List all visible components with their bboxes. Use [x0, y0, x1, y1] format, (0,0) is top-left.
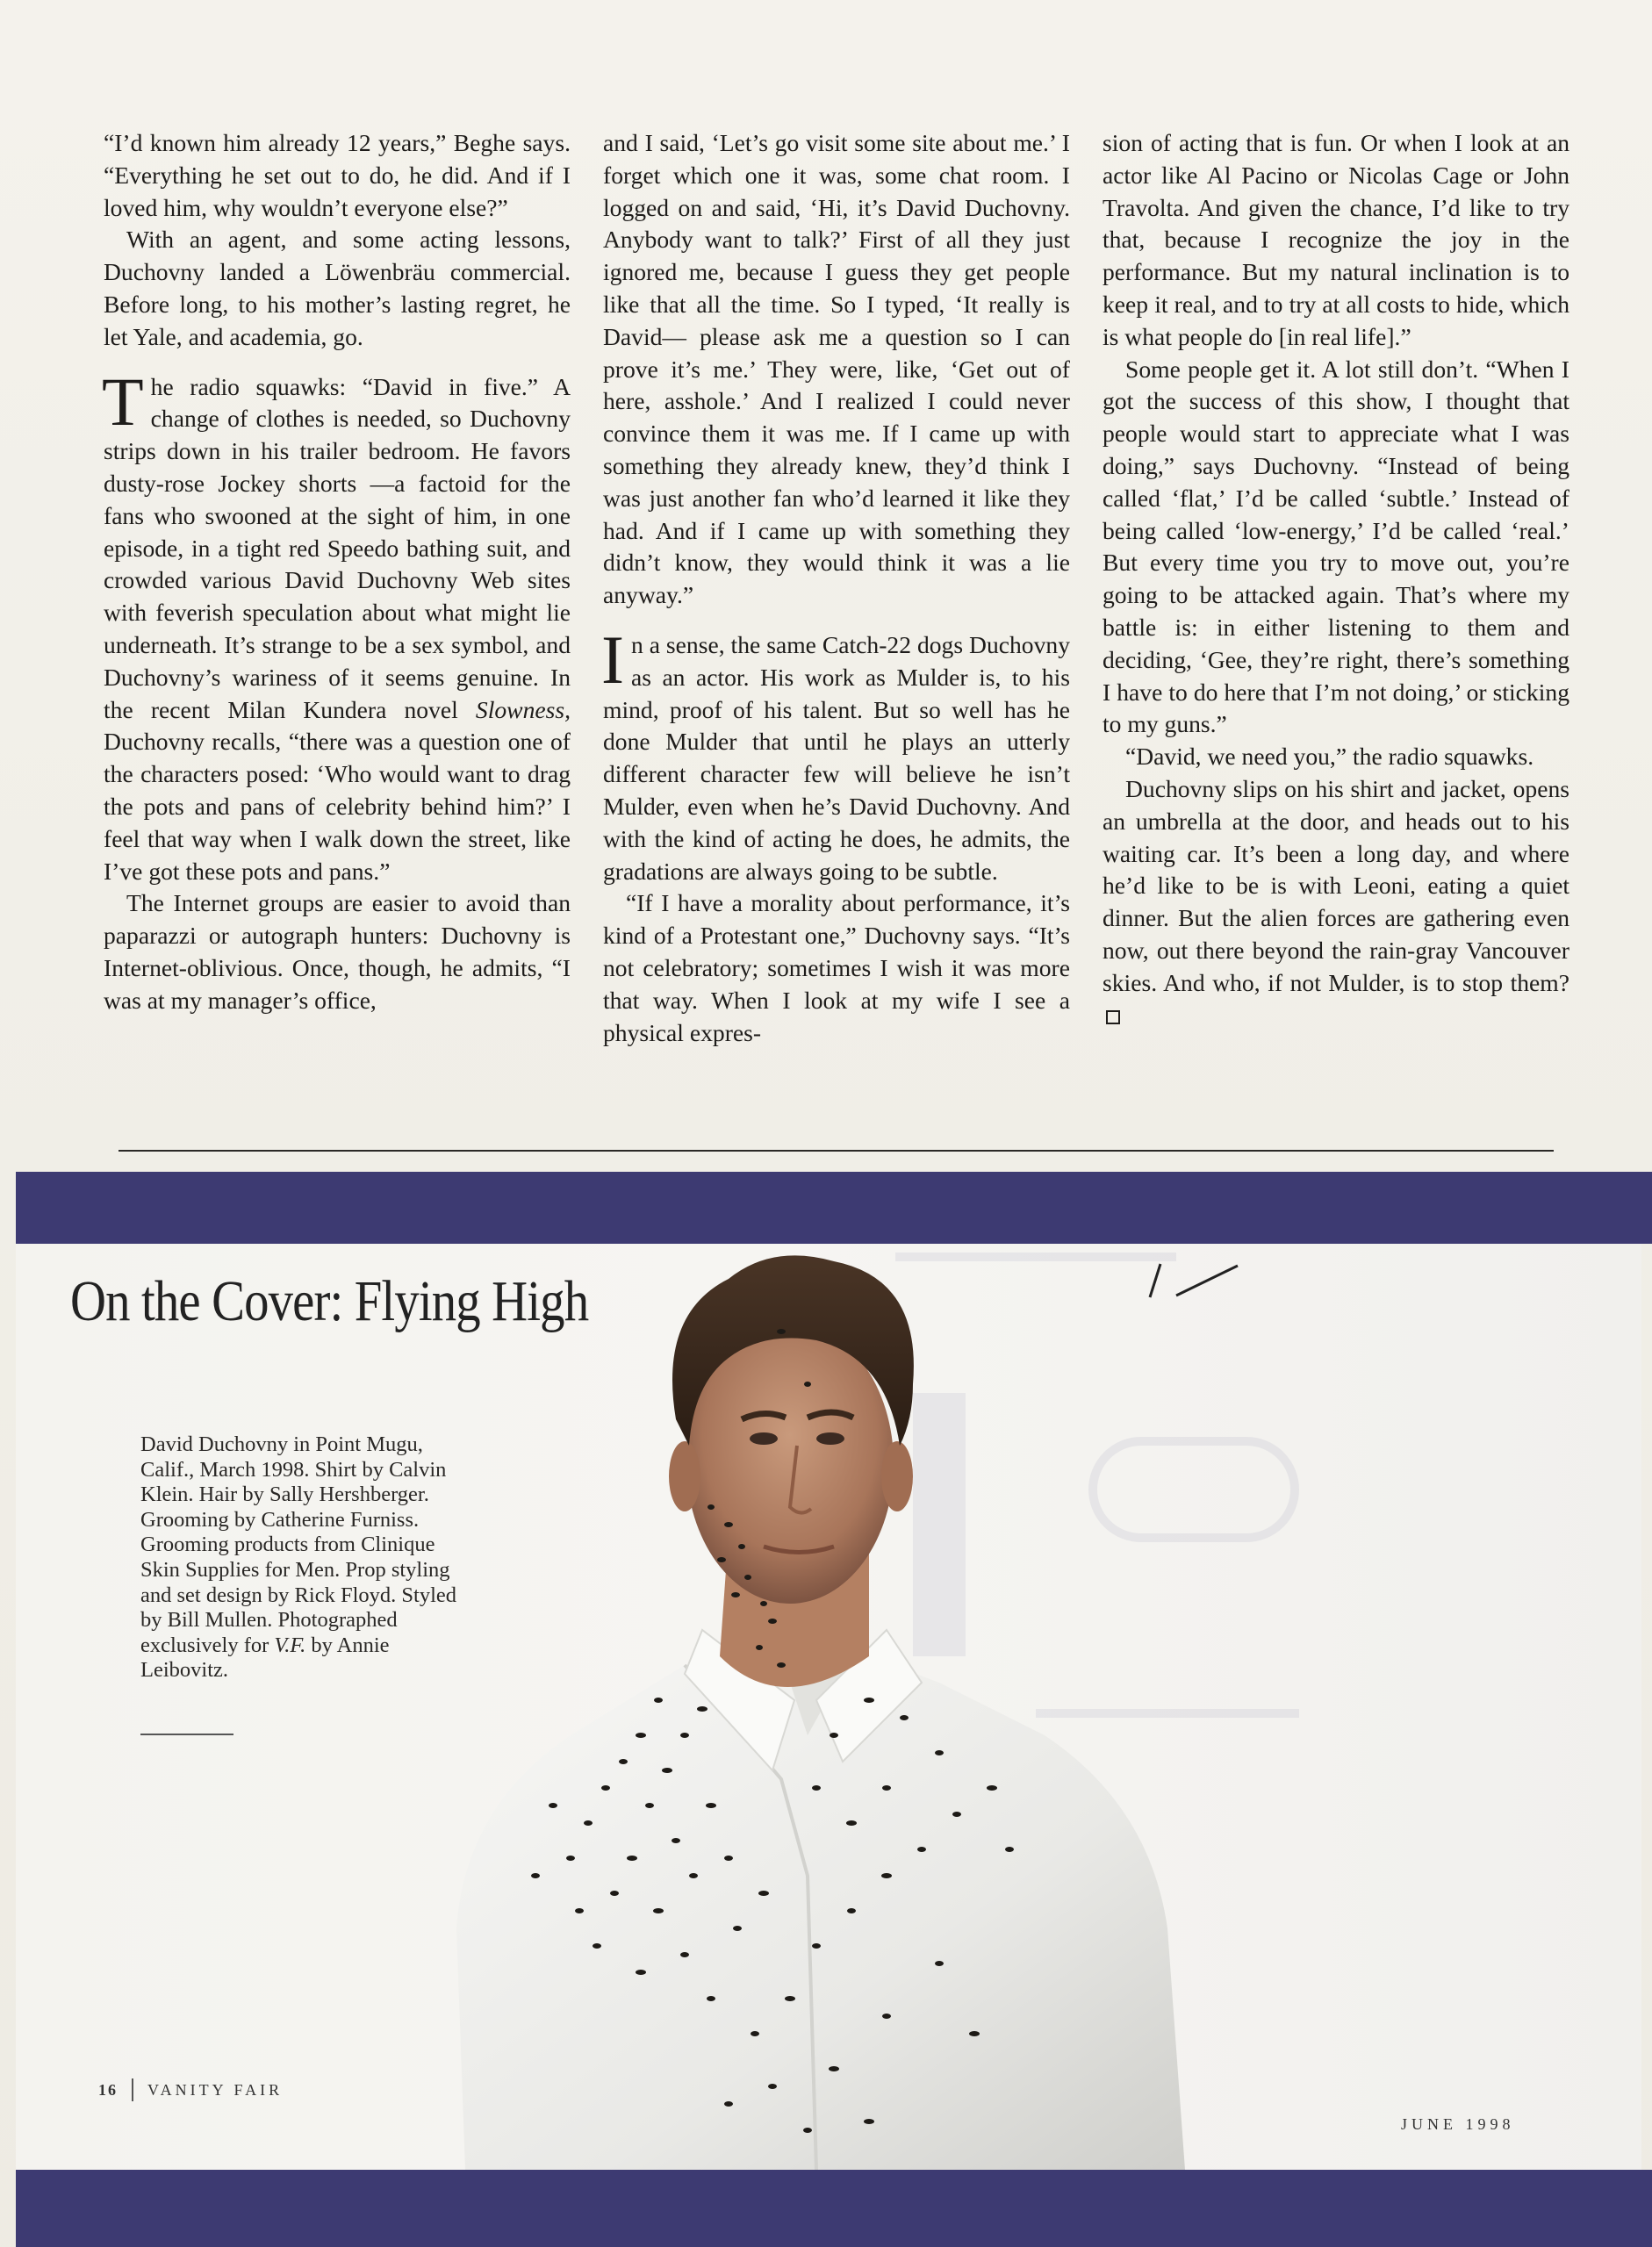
book-title: Slowness, — [475, 695, 571, 723]
paragraph — [1103, 773, 1569, 1031]
paragraph-text: n a sense, the same Catch-22 dogs Duchovny as an actor. His work as Mulder is, to his mind, proof of his talent. But so well has he done Mulder that until he plays an utterly different character few will believe he isn’t Mulder, even when he’s David Duchovny. And with the kind of acting he does, he admits, the gradations are always going to be subtle. — [603, 630, 1070, 885]
paragraph: The Internet groups are easier to avoid than paparazzi or autograph hunters: Duchovny is Internet-oblivious. Once, though, he admits, “I was at my manager’s office, — [104, 889, 571, 1014]
section-paragraph — [601, 621, 1070, 887]
paragraph: “David, we need you,” the radio squawks. — [1125, 743, 1534, 771]
caption-vf: V.F. — [274, 1633, 306, 1657]
paragraph-text: he radio squawks: “David in five.” A change of clothes is needed, so Duchovny strips down in his trailer bedroom. He favors dusty-rose Jockey shorts —a factoid for the fans who swooned at the sight of him, in one episode, in a tight red Speedo bathing suit, and crowded various David Duchovny Web sites with feverish speculation about what might lie underneath. It’s strange to be a sex symbol, and Duchovny’s wariness of it seems genuine. In the recent Milan Kundera novel — [104, 372, 571, 723]
pen-mark — [1141, 1246, 1246, 1299]
caption-text: David Duchovny in Point Mugu, Calif., March 1998. Shirt by Calvin Klein. Hair by Sally Hershberger. Grooming by Catherine Furniss. Grooming products from Clinique Skin Supplies for Men. Prop styling and set design by Rick Floyd. Styled by Bill Mullen. Photographed exclusively for — [140, 1432, 456, 1657]
folio-divider — [132, 2078, 133, 2101]
cover-title: On the Cover: Flying High — [70, 1269, 589, 1333]
caption-text: by Annie Leibovitz. — [140, 1633, 390, 1683]
column-1 — [104, 127, 571, 1049]
magazine-name: VANITY FAIR — [147, 2080, 284, 2099]
cover-caption — [140, 1432, 474, 1683]
column-2 — [603, 127, 1070, 1049]
cover-band-top — [16, 1172, 1652, 1244]
paragraph: “If I have a morality about performance, it’s kind of a Protestant one,” Duchovny says. “It’s not celebratory; sometimes I wish it was more that way. When I look at my wife I see a physical expres- — [603, 889, 1070, 1046]
paragraph: Some people get it. A lot still don’t. “When I got the success of this show, I thought that people would start to appreciate what I was doing,” says Duchovny. “Instead of being called ‘flat,’ I’d be called ‘subtle.’ Instead of being called ‘low-energy,’ I’d be called ‘real.’ But every time you try to move out, you’re going to be attacked again. That’s where my battle is: in either listening to them and deciding, ‘Gee, they’re right, there’s something I have to do here that I’m not doing,’ or sticking to my guns.” — [1103, 355, 1569, 738]
end-mark-icon — [1106, 1010, 1120, 1024]
paragraph-text: Duchovny slips on his shirt and jacket, opens an umbrella at the door, and heads out to his waiting car. It’s been a long day, and where he’d like to be is with Leoni, eating a quiet dinner. But the alien forces are gathering even now, out there beyond the rain-gray Vancouver skies. And who, if not Mulder, is to stop them? — [1103, 774, 1569, 996]
paragraph: “I’d known him already 12 years,” Beghe says. “Everything he set out to do, he did. And if I loved him, why wouldn’t everyone else?” — [104, 129, 571, 221]
paragraph: With an agent, and some acting lessons, Duchovny landed a Löwenbräu commercial. Before long, to his mother’s lasting regret, he let Yale, and academia, go. — [104, 226, 571, 350]
paragraph-text: Duchovny recalls, “there was a question one of the characters posed: ‘Who would want to drag the pots and pans of celebrity behind him?’ I feel that way when I walk down the street, like I’ve got these pots and pans.” — [104, 728, 571, 885]
caption-rule — [140, 1734, 233, 1735]
article-end-rule — [119, 1150, 1554, 1152]
folio — [98, 2078, 283, 2101]
cover-photo — [395, 1244, 1255, 2170]
paragraph: and I said, ‘Let’s go visit some site about me.’ I forget which one it was, some chat room. I logged on and said, ‘Hi, it’s David Duchovny. Anybody want to talk?’ First of all they just ignored me, because I guess they get people like that all the time. So I typed, ‘It really is David— please ask me a question so I can prove it’s me.’ They were, like, ‘Get out of here, asshole.’ And I realized I could never convince them it was me. If I came up with something they already knew, they’d think I was just another fan who’d learned it like they had. And if I came up with something they didn’t know, they would think it was a lie anyway.” — [603, 129, 1070, 609]
article-body — [104, 127, 1569, 1049]
column-3 — [1103, 127, 1569, 1049]
page-number: 16 — [98, 2080, 118, 2099]
drop-cap: T — [102, 363, 144, 440]
section-paragraph — [102, 363, 571, 888]
cover-band-bottom — [16, 2170, 1652, 2247]
drop-cap: I — [601, 621, 624, 698]
paragraph: sion of acting that is fun. Or when I look at an actor like Al Pacino or Nicolas Cage or John Travolta. And given the chance, I’d like to try that, because I recognize the joy in the performance. But my natural inclination is to keep it real, and to try at all costs to hide, which is what people do [in real life].” — [1103, 129, 1569, 350]
issue-date: JUNE 1998 — [1401, 2115, 1515, 2133]
